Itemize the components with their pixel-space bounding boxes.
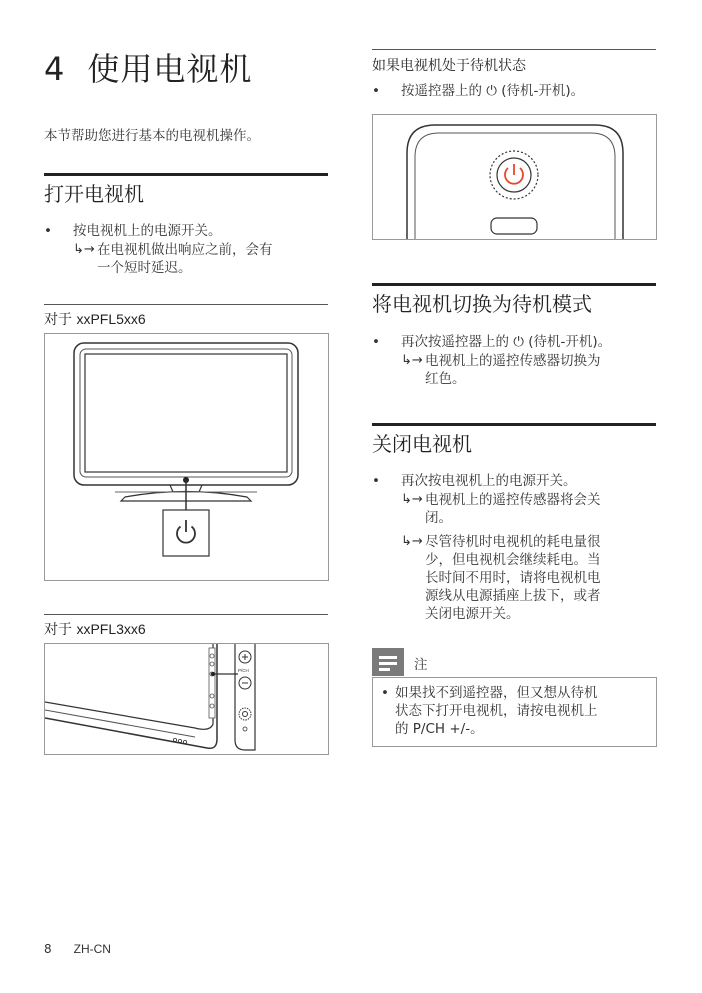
tv-front-illustration: [45, 334, 328, 580]
bullet-icon: •: [372, 473, 380, 489]
section-rule: [372, 423, 656, 426]
subsection-heading-3xx6: 对于 xxPFL3xx6: [44, 621, 146, 638]
subsection-heading-standby: 如果电视机处于待机状态: [372, 58, 526, 74]
section-rule: [44, 173, 328, 176]
tv-side-illustration: [45, 644, 328, 754]
page-number: 8: [44, 942, 52, 956]
chapter-number: 4: [44, 50, 66, 88]
subsection-rule: [44, 614, 328, 615]
note-box: [372, 677, 657, 747]
list-item: • 按电视机上的电源开关。: [44, 223, 222, 239]
result-arrow-icon: ↳→: [401, 534, 423, 549]
turn-off-list: [372, 472, 656, 623]
chapter-title-text: 使用电视机: [87, 50, 253, 88]
standby-list: [372, 82, 656, 100]
list-subitem: ↳→ 在电视机做出响应之前，会有 一个短时延迟。: [73, 242, 273, 276]
tv-5xx6-figure: [44, 333, 329, 581]
turn-on-list: [44, 222, 328, 277]
note-header: [372, 648, 656, 676]
list-item: • 再次按遥控器上的 ⏻ (待机-开机)。: [372, 334, 612, 350]
remote-illustration: [373, 115, 656, 239]
result-arrow-icon: ↳→: [401, 492, 423, 507]
bullet-icon: •: [381, 685, 389, 701]
pch-label: P/CH: [238, 668, 249, 673]
note-label: 注: [414, 657, 428, 673]
remote-figure: [372, 114, 657, 240]
section-heading-turn-off: 关闭电视机: [372, 432, 472, 456]
section-rule: [372, 283, 656, 286]
subsection-rule: [44, 304, 328, 305]
tv-3xx6-figure: [44, 643, 329, 755]
chapter-title: [44, 44, 252, 90]
language-code: ZH-CN: [73, 942, 111, 956]
intro-text: 本节帮助您进行基本的电视机操作。: [44, 128, 260, 144]
section-heading-turn-on: 打开电视机: [44, 182, 144, 206]
section-heading-to-standby: 将电视机切换为待机模式: [372, 292, 592, 316]
subsection-heading-5xx6: 对于 xxPFL5xx6: [44, 311, 146, 328]
note-list: [381, 684, 653, 738]
list-subitem: ↳→ 尽管待机时电视机的耗电量很 少，但电视机会继续耗电。当 长时间不用时，请将电视机电 源线从电源插座上拔下，或者 关闭电源开关。: [401, 534, 601, 622]
list-subitem: ↳→ 电视机上的遥控传感器切换为 红色。: [401, 353, 601, 387]
result-arrow-icon: ↳→: [73, 242, 95, 257]
bullet-icon: •: [44, 223, 52, 239]
page-footer: [44, 942, 111, 956]
subsection-rule: [372, 49, 656, 50]
to-standby-list: [372, 333, 662, 388]
bullet-icon: •: [372, 334, 380, 350]
bullet-icon: •: [372, 83, 380, 99]
list-subitem: ↳→ 电视机上的遥控传感器将会关 闭。: [401, 492, 601, 526]
list-item: • 按遥控器上的 ⏻ (待机-开机)。: [372, 83, 585, 99]
list-item: • 如果找不到遥控器，但又想从待机 状态下打开电视机，请按电视机上 的 P/CH +/-。: [381, 685, 598, 737]
note-icon: [372, 648, 404, 676]
list-item: • 再次按电视机上的电源开关。: [372, 473, 577, 489]
result-arrow-icon: ↳→: [401, 353, 423, 368]
